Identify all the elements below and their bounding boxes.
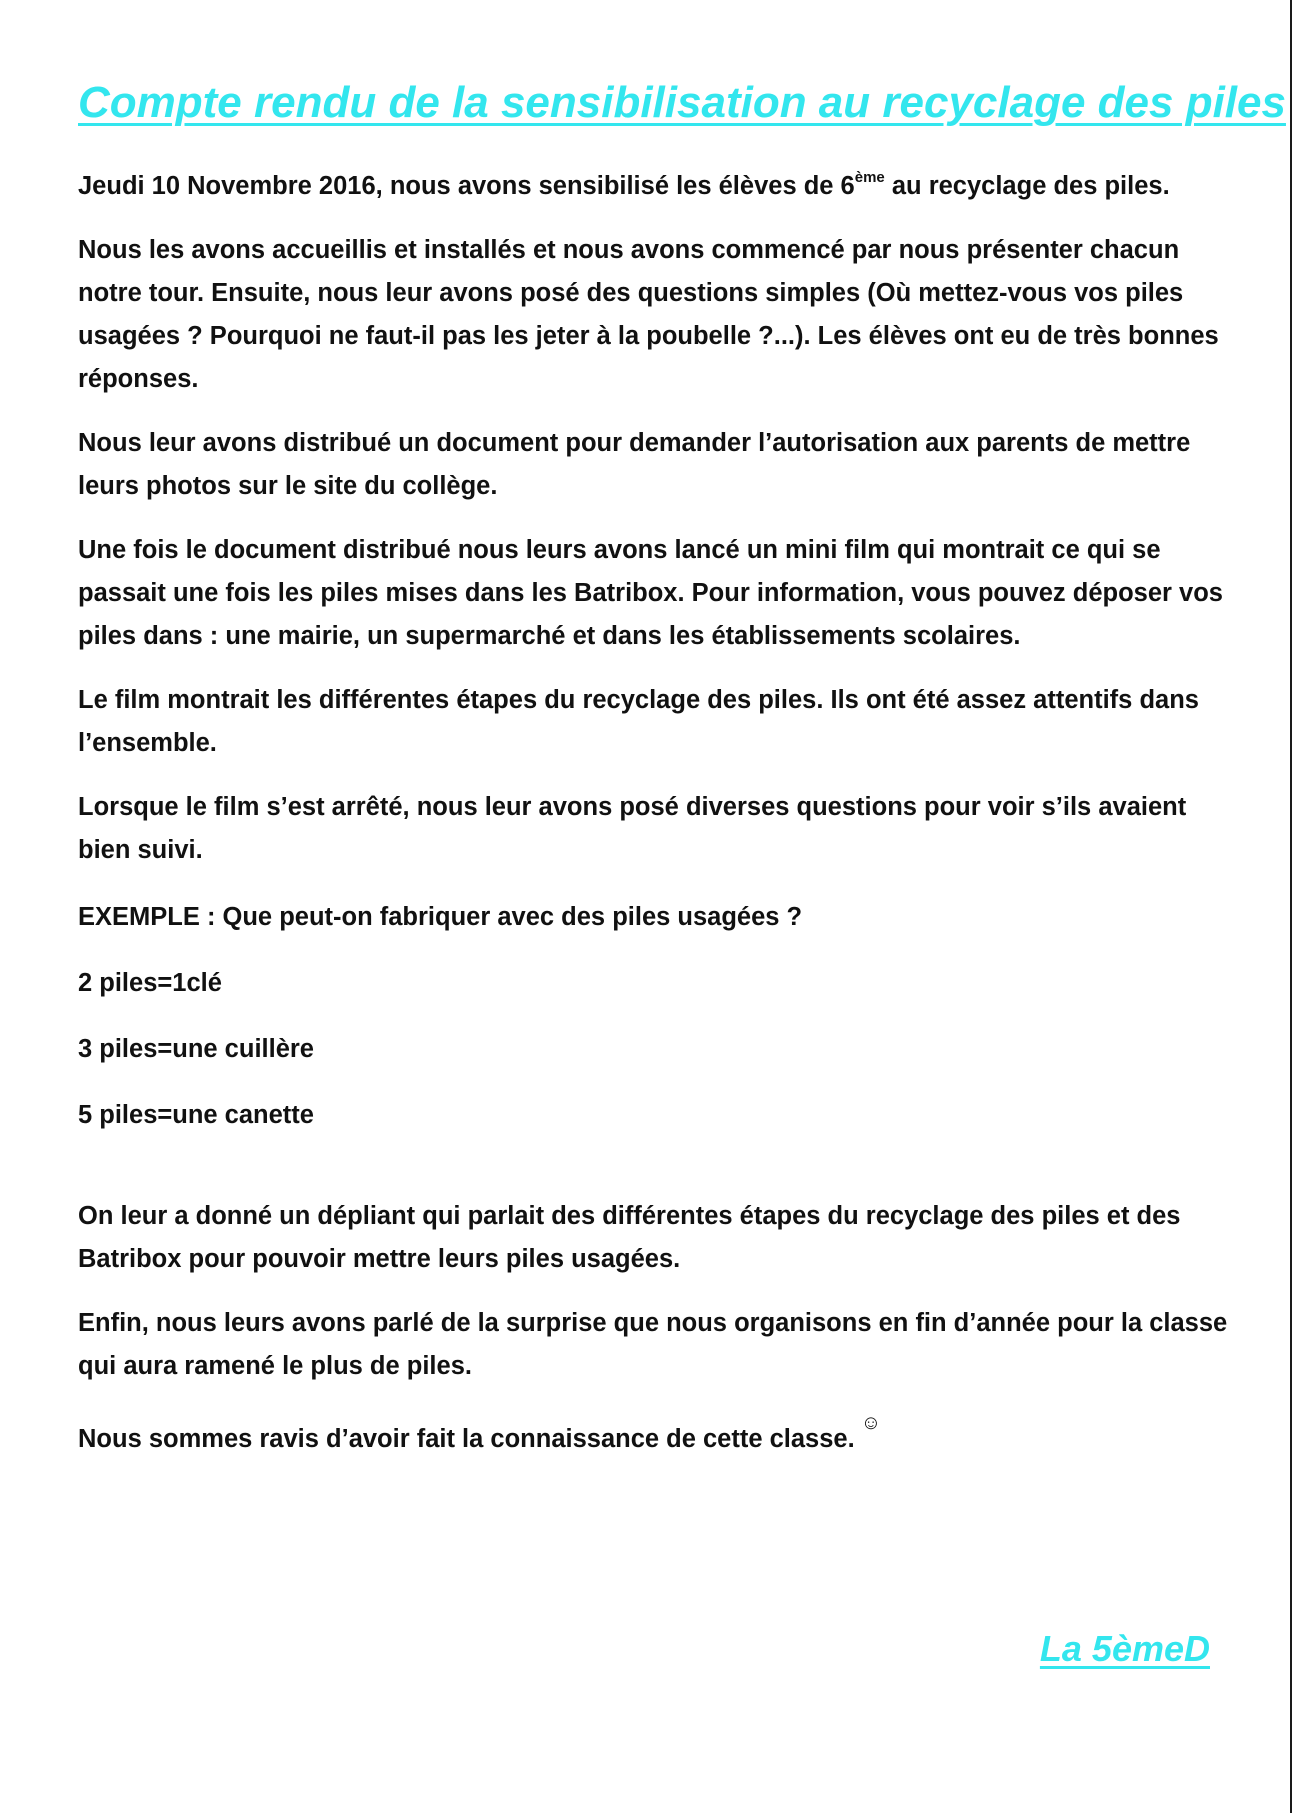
example-item: 2 piles=1clé <box>78 969 222 997</box>
example-question: EXEMPLE : Que peut-on fabriquer avec des piles usagées ? <box>78 903 803 931</box>
example-item: 3 piles=une cuillère <box>78 1035 314 1063</box>
page-border <box>1290 0 1292 1813</box>
final-sentence-paragraph: Nous sommes ravis d’avoir fait la connaissance de cette classe.☺ <box>78 1412 882 1453</box>
document-title: Compte rendu de la sensibilisation au recyclage des piles <box>78 78 1286 127</box>
paragraph-film-steps: Le film montrait les différentes étapes du recyclage des piles. Ils ont été assez attentifs dans l’ensemble. <box>78 686 1199 757</box>
document-body <box>78 165 1228 1482</box>
intro-superscript: ème <box>854 169 885 186</box>
intro-paragraph <box>78 165 1228 208</box>
paragraph-surprise: Enfin, nous leurs avons parlé de la surprise que nous organisons en fin d’année pour la classe qui aura ramené le plus de piles. <box>78 1309 1228 1380</box>
signature: La 5èmeD <box>1039 1628 1210 1669</box>
paragraph-leaflet: On leur a donné un dépliant qui parlait des différentes étapes du recyclage des piles et des Batribox pour pouvoir mettre leurs piles usagées. <box>78 1202 1181 1273</box>
paragraph-welcome: Nous les avons accueillis et installés et nous avons commencé par nous présenter chacun notre tour. Ensuite, nous leur avons posé des questions simples (Où mettez-vous vos piles usagées ? Pourquoi ne faut-il pas les jeter à la poubelle ?...). Les élèves ont eu de très bonnes réponses. <box>78 236 1219 393</box>
example-item: 5 piles=une canette <box>78 1101 314 1129</box>
intro-text-end: au recyclage des piles. <box>884 172 1170 200</box>
final-sentence: Nous sommes ravis d’avoir fait la connaissance de cette classe. <box>78 1425 855 1453</box>
paragraph-document: Nous leur avons distribué un document pour demander l’autorisation aux parents de mettre leurs photos sur le site du collège. <box>78 429 1191 500</box>
paragraph-questions: Lorsque le film s’est arrêté, nous leur avons posé diverses questions pour voir s’ils avaient bien suivi. <box>78 793 1187 864</box>
paragraph-film: Une fois le document distribué nous leurs avons lancé un mini film qui montrait ce qui se passait une fois les piles mises dans les Batribox. Pour information, vous pouvez déposer vos piles dans : une mairie, un supermarché et dans les établissements scolaires. <box>78 536 1223 650</box>
intro-text-start: Jeudi 10 Novembre 2016, nous avons sensibilisé les élèves de 6 <box>78 172 855 200</box>
